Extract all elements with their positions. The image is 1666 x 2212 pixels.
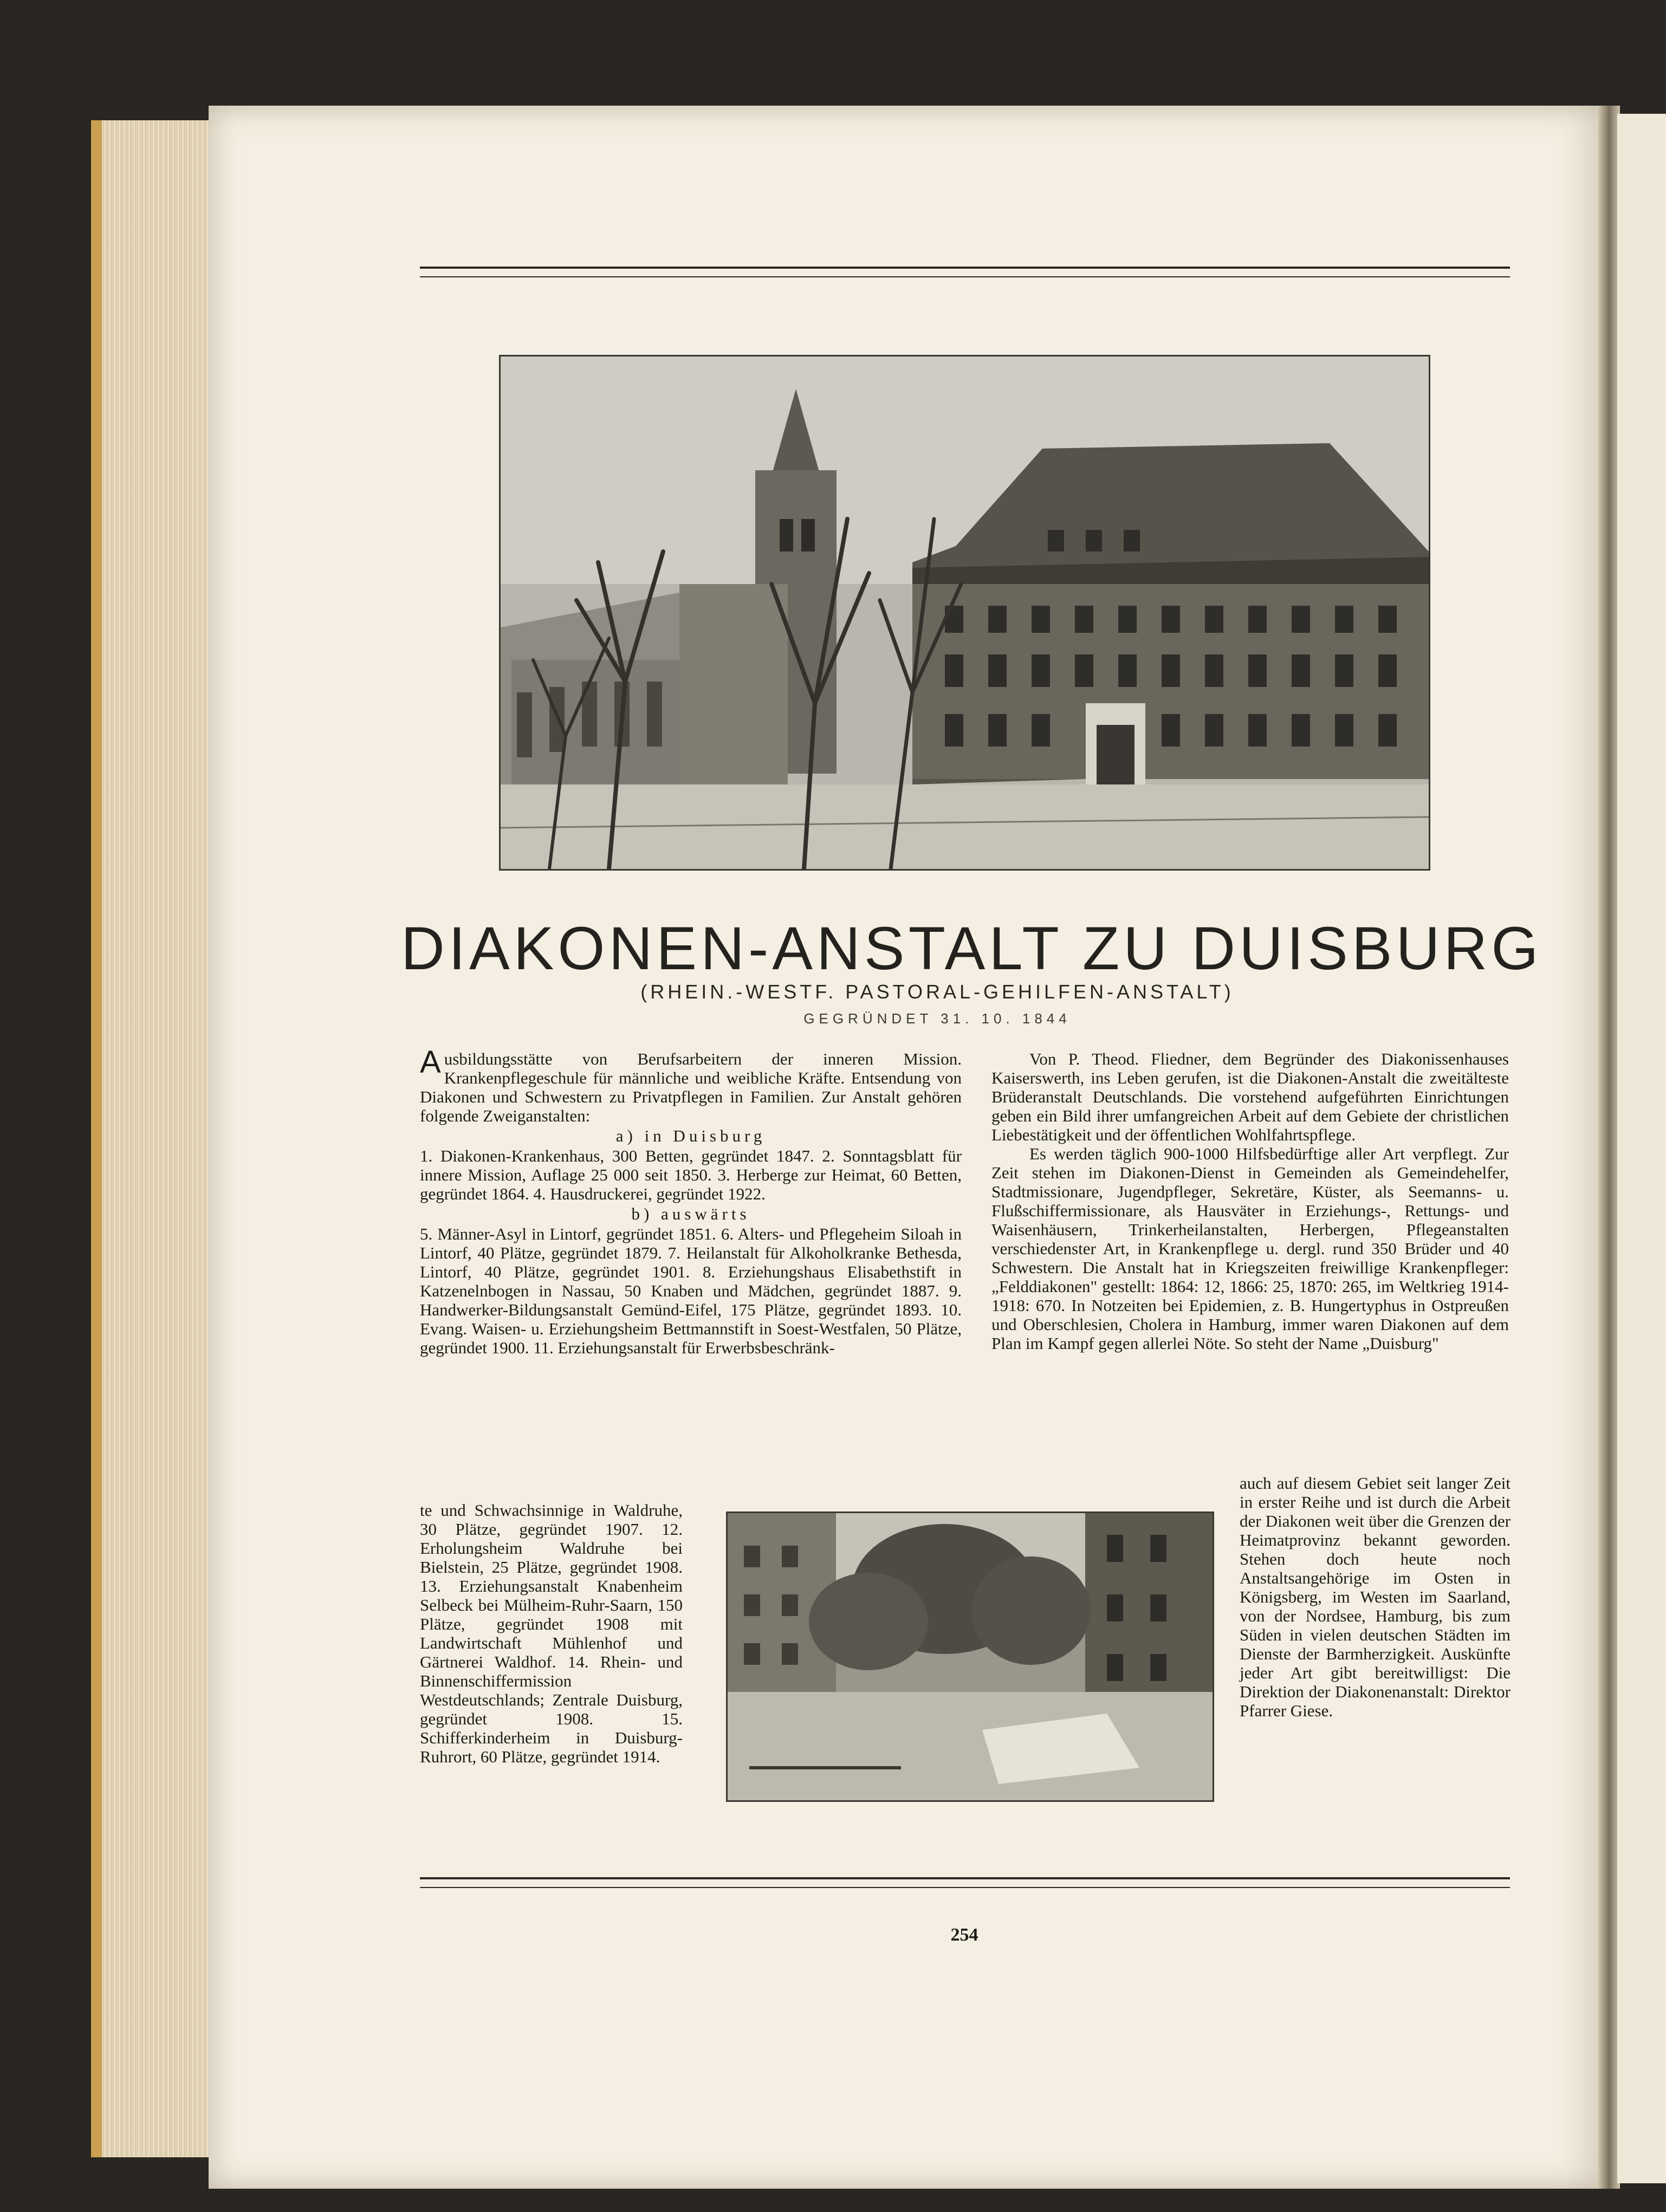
service-paragraph: Es werden täglich 900-1000 Hilfsbedürftige aller Art verpflegt. Zur Zeit stehen im Diakonen-Dienst in Gemeinden als Gemeindehelfer, Stadtmissionare, Jugendpfleger, Sekretäre, Küster, als Seemanns- u. Flußschiffermissionare, als Hausväter in Erziehungs-, Rettungs- und Waisenhäusern, Trinkerheilanstalten, Herbergen, Pflegeanstalten verschiedenster Art, in Krankenpflege u. dergl. rund 350 Brüder und 40 Schwestern. Die Anstalt hat in Kriegszeiten freiwillige Krankenpfleger: „Felddiakonen" gestellt: 1864: 12, 1866: 25, 1870: 265, im Weltkrieg 1914-1918: 670. In Notzeiten bei Epidemien, z. B. Hungertyphus in Ostpreußen und Oberschlesien, Cholera in Hamburg, immer waren Diakonen auf dem Plan im Kampf gegen allerlei Nöte. So steht der Name „Duisburg" xyxy=(991,1144,1509,1353)
history-paragraph: Von P. Theod. Fliedner, dem Begründer des Diakonissenhauses Kaiserswerth, ins Leben gerufen, ist die Diakonen-Anstalt die zweitälteste Brüderanstalt Deutschlands. Die vorstehend aufgeführten Einrichtungen geben ein Bild ihrer umfangreichen Arbeit auf dem Gebiete der christlichen Liebestätigkeit und der öffentlichen Wohlfahrtspflege. xyxy=(991,1049,1509,1144)
right-column xyxy=(991,1049,1509,1353)
heading-auswaerts: b) auswärts xyxy=(631,1204,750,1223)
photo-anstalt-building xyxy=(499,355,1430,871)
book-page-edges xyxy=(91,120,228,2157)
list-auswaerts: 5. Männer-Asyl in Lintorf, gegründet 1851. 6. Alters- und Pflegeheim Siloah in Lintorf, 40 Plätze, gegründet 1879. 7. Heilanstalt für Alkoholkranke Bethesda, Lintorf, 40 Plätze, gegründet 1901. 8. Erziehungshaus Elisabethstift in Katzenelnbogen in Nassau, 50 Knaben und Mädchen, gegründet 1887. 9. Handwerker-Bildungsanstalt Gemünd-Eifel, 175 Plätze, gegründet 1893. 10. Evang. Waisen- u. Erziehungsheim Bettmannstift in Soest-Westfalen, 50 Plätze, gegründet 1900. 11. Erziehungsanstalt für Erwerbsbeschränk- xyxy=(420,1224,962,1357)
top-rule xyxy=(420,267,1510,277)
article-subtitle: (RHEIN.-WESTF. PASTORAL-GEHILFEN-ANSTALT) xyxy=(640,981,1234,1003)
left-column-narrow xyxy=(420,1501,683,1766)
intro-paragraph xyxy=(420,1045,962,1125)
bottom-rule xyxy=(420,1877,1510,1888)
list-auswaerts-continued: te und Schwachsinnige in Waldruhe, 30 Plätze, gegründet 1907. 12. Erholungsheim Waldruhe bei Bielstein, 25 Plätze, gegründet 1908. 13. Erziehungsanstalt Knabenheim Selbeck bei Mülheim-Ruhr-Saarn, 150 Plätze, gegründet 1908 mit Landwirtschaft Mühlenhof und Gärtnerei Waldhof. 14. Rhein- und Binnenschiffermission Westdeutschlands; Zentrale Duisburg, gegründet 1908. 15. Schifferkinderheim in Duisburg-Ruhrort, 60 Plätze, gegründet 1914. xyxy=(420,1501,683,1766)
book-gutter xyxy=(1598,106,1620,2189)
intro-text: usbildungsstätte von Berufsarbeitern der inneren Mission. Krankenpflegeschule für männliche und weibliche Kräfte. Entsendung von Diakonen und Schwestern zu Privatpflegen in Familien. Zur Anstalt gehören folgende Zweiganstalten: xyxy=(420,1049,962,1125)
left-column xyxy=(420,1045,962,1357)
facing-page-edge xyxy=(1617,114,1666,2183)
article-title: DIAKONEN-ANSTALT ZU DUISBURG xyxy=(401,914,1542,982)
service-paragraph-continued: auch auf diesem Gebiet seit langer Zeit in erster Reihe und ist durch die Arbeit der Diakonen weit über die Grenzen der Heimatprovinz bekannt geworden. Stehen doch heute noch Anstaltsangehörige im Osten in Königsberg, im Westen im Saarland, von der Nordsee, Hamburg, bis zum Süden in vielen deutschen Städten im Dienste der Barmherzigkeit. Auskünfte jeder Art gibt bereitwilligst: Die Direktion der Diakonenanstalt: Direktor Pfarrer Giese. xyxy=(1240,1474,1511,1720)
right-column-narrow xyxy=(1240,1474,1511,1720)
list-duisburg: 1. Diakonen-Krankenhaus, 300 Betten, gegründet 1847. 2. Sonntagsblatt für innere Mission, Auflage 25 000 seit 1850. 3. Herberge zur Heimat, 60 Betten, gegründet 1864. 4. Hausdruckerei, gegründet 1922. xyxy=(420,1146,962,1203)
heading-duisburg: a) in Duisburg xyxy=(615,1126,766,1145)
photo-courtyard xyxy=(726,1512,1214,1802)
drop-cap: A xyxy=(420,1045,441,1080)
page-number: 254 xyxy=(950,1925,978,1945)
founding-date: GEGRÜNDET 31. 10. 1844 xyxy=(803,1010,1071,1027)
